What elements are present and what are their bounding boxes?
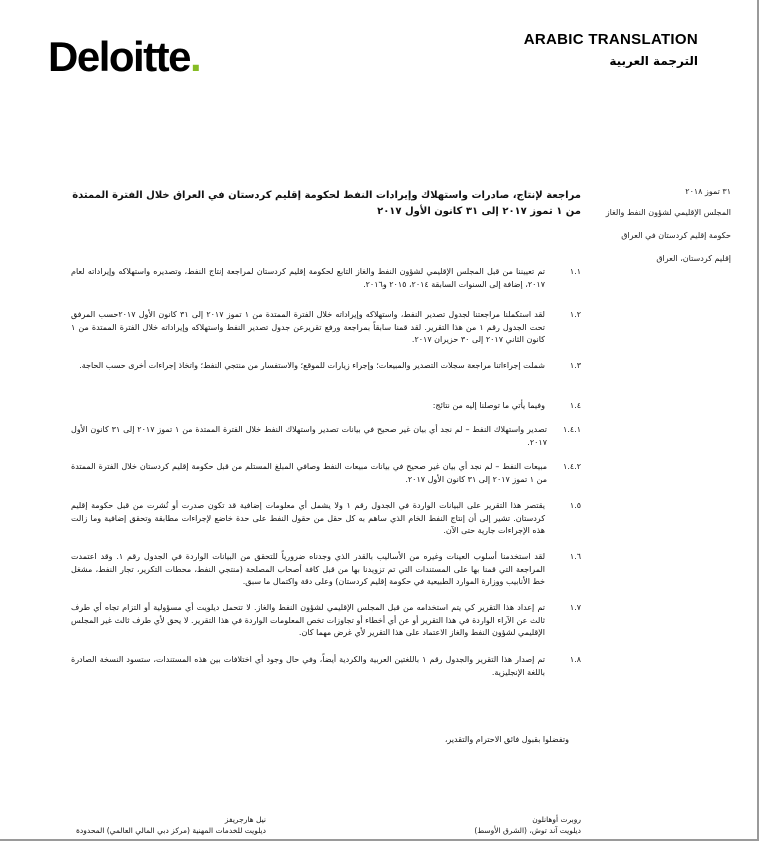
paragraph-number: ١.٦ [569, 552, 581, 561]
paragraph-text: وفيما يأتي ما توصلنا إليه من نتائج: [432, 401, 545, 410]
paragraph-1-4 [71, 400, 581, 413]
paragraph-1-4-2 [71, 461, 581, 486]
paragraph-text: شملت إجراءاتنا مراجعة سجلات التصدير والمبيعات؛ وإجراء زيارات للموقع؛ والاستفسار من منتجي النفط؛ واتخاذ إجراءات أخرى حسب الحاجة. [79, 361, 545, 370]
closing-line: وتفضلوا بقبول فائق الاحترام والتقدير، [444, 735, 569, 744]
paragraph-number: ١.٤.٢ [563, 462, 581, 471]
paragraph-1-1 [71, 266, 581, 291]
signatory-firm: ديلويت للخدمات المهنية (مركز دبي المالي العالمي) المحدودة [76, 826, 266, 835]
paragraph-number: ١.٨ [569, 655, 581, 664]
paragraph-1-2 [71, 309, 581, 347]
paragraph-number: ١.٣ [569, 361, 581, 370]
paragraph-1-6 [71, 551, 581, 589]
logo-green-dot: . [190, 33, 201, 80]
paragraph-number: ١.١ [569, 267, 581, 276]
paragraph-text: تم إصدار هذا التقرير والجدول رقم ١ باللغتين العربية والكردية أيضاً، وفي حال وجود أي اختلافات بين هذه المستندات، ستسود النسخة الصادرة باللغة الإنجليزية. [71, 655, 546, 677]
paragraph-text: يقتصر هذا التقرير على البيانات الواردة في الجدول رقم ١ ولا يشمل أي معلومات إضافية قد تكون صدرت أو نُشرت من قبل حكومة إقليم كردستان. تشير إلى أن إنتاج النفط الخام الذي ساهم به كل حقل من حقول النفط على حدة خاضع لإجراءات مطابقة وتحقق إضافية وما زالت هذه الإجراءات جارية حتى الآن. [71, 501, 545, 535]
recipient-line: المجلس الإقليمي لشؤون النفط والغاز [605, 208, 731, 217]
paragraph-number: ١.٤ [569, 401, 581, 410]
document-title: مراجعة لإنتاج، صادرات واستهلاك وإيرادات النفط لحكومة إقليم كردستان في العراق خلال الفترة الممتدة من ١ تموز ٢٠١٧ إلى ٣١ كانون الأول ٢٠١٧ [72, 190, 581, 217]
logo-wordmark: Deloitte [48, 33, 191, 80]
deloitte-logo [48, 33, 201, 80]
recipient-line: حكومة إقليم كردستان في العراق [621, 231, 731, 240]
paragraph-number: ١.٤.١ [563, 425, 581, 434]
header-title-ar: الترجمة العربية [609, 54, 698, 68]
paragraph-text: لقد استكملنا مراجعتنا لجدول تصدير النفط، واستهلاكه وإيراداته خلال الفترة الممتدة من ١ تموز ٢٠١٧ إلى ٣١ كانون الأول ٢٠١٧حسب المرفق تحت الجدول رقم ١ من هذا التقرير. لقد قمنا سابقاً بمراجعة ورفع تقريرعن جدول تصدير النفط واستهلاكه وإيراداته خلال الفترة الممتدة من ١ كانون الثاني ٢٠١٧ إلى ٣٠ حزيران ٢٠١٧. [71, 310, 545, 344]
paragraph-text: تم إعداد هذا التقرير كي يتم استخدامه من قبل المجلس الإقليمي لشؤون النفط والغاز. لا تتحمل ديلويت أي مسؤولية أو التزام تجاه أي طرف ثالث عن الآراء الواردة في هذا التقرير أو عن أي أخطاء أو تجاوزات تخص المعلومات الواردة في هذا التقرير. لا يحق لأي طرف ثالث غير المجلس الإقليمي لشؤون النفط والغاز الاعتماد على هذا التقرير لأي غرض مهما كان. [71, 603, 545, 637]
recipient-block [601, 186, 731, 276]
paragraph-text: تصدير واستهلاك النفط – لم نجد أي بيان غير صحيح في بيانات تصدير واستهلاك النفط خلال الفترة الممتدة من ١ تموز ٢٠١٧ إلى ٣١ كانون الأول ٢٠١٧. [71, 425, 547, 447]
signatory-firm: ديلويت آند توش، (الشرق الأوسط) [474, 826, 581, 835]
paragraph-1-5 [71, 500, 581, 538]
paragraph-text: تم تعييننا من قبل المجلس الإقليمي لشؤون النفط والغاز التابع لحكومة إقليم كردستان لمراجعة إنتاج النفط، وتصديره واستهلاكه وإيراداته لعام ٢٠١٧، إضافة إلى السنوات السابقة ٢٠١٤، ٢٠١٥ و٢٠١٦. [71, 267, 545, 289]
letter-date: ٣١ تموز ٢٠١٨ [685, 187, 731, 196]
signature-left [76, 814, 266, 836]
paragraph-1-8 [71, 654, 581, 679]
paragraph-1-3 [71, 360, 581, 373]
paragraph-number: ١.٢ [569, 310, 581, 319]
recipient-line: إقليم كردستان، العراق [656, 254, 731, 263]
header-title-en: ARABIC TRANSLATION [523, 31, 698, 48]
paragraph-number: ١.٧ [569, 603, 581, 612]
paragraph-1-4-1 [71, 424, 581, 449]
paragraph-1-7 [71, 602, 581, 640]
paragraph-number: ١.٥ [569, 501, 581, 510]
paragraph-text: مبيعات النفط – لم نجد أي بيان غير صحيح في بيانات مبيعات النفط وصافي المبلغ المستلم من قبل حكومة إقليم كردستان خلال الفترة الممتدة من ١ تموز ٢٠١٧ إلى ٣١ كانون الأول ٢٠١٧. [71, 462, 547, 484]
paragraph-text: لقد استخدمنا أسلوب العينات وغيره من الأساليب بالقدر الذي وجدناه ضرورياً للتحقق من البيانات الواردة في الجدول رقم ١. وقد اعتمدت المراجعة التي قمنا بها على المستندات التي تم تزويدنا بها من قبل كافة أصحاب المصلحة (منتجي النفط، محطات التكرير، تجار النفط، مشغل خط الأنابيب ووزارة الموارد الطبيعية في حكومة إقليم كردستان) وعلى دقة واكتمال ما سبق. [71, 552, 546, 586]
signature-right [474, 814, 581, 836]
signatory-name: نيل هارجريفز [224, 815, 266, 824]
signatory-name: روبرت أوهانلون [532, 815, 581, 824]
